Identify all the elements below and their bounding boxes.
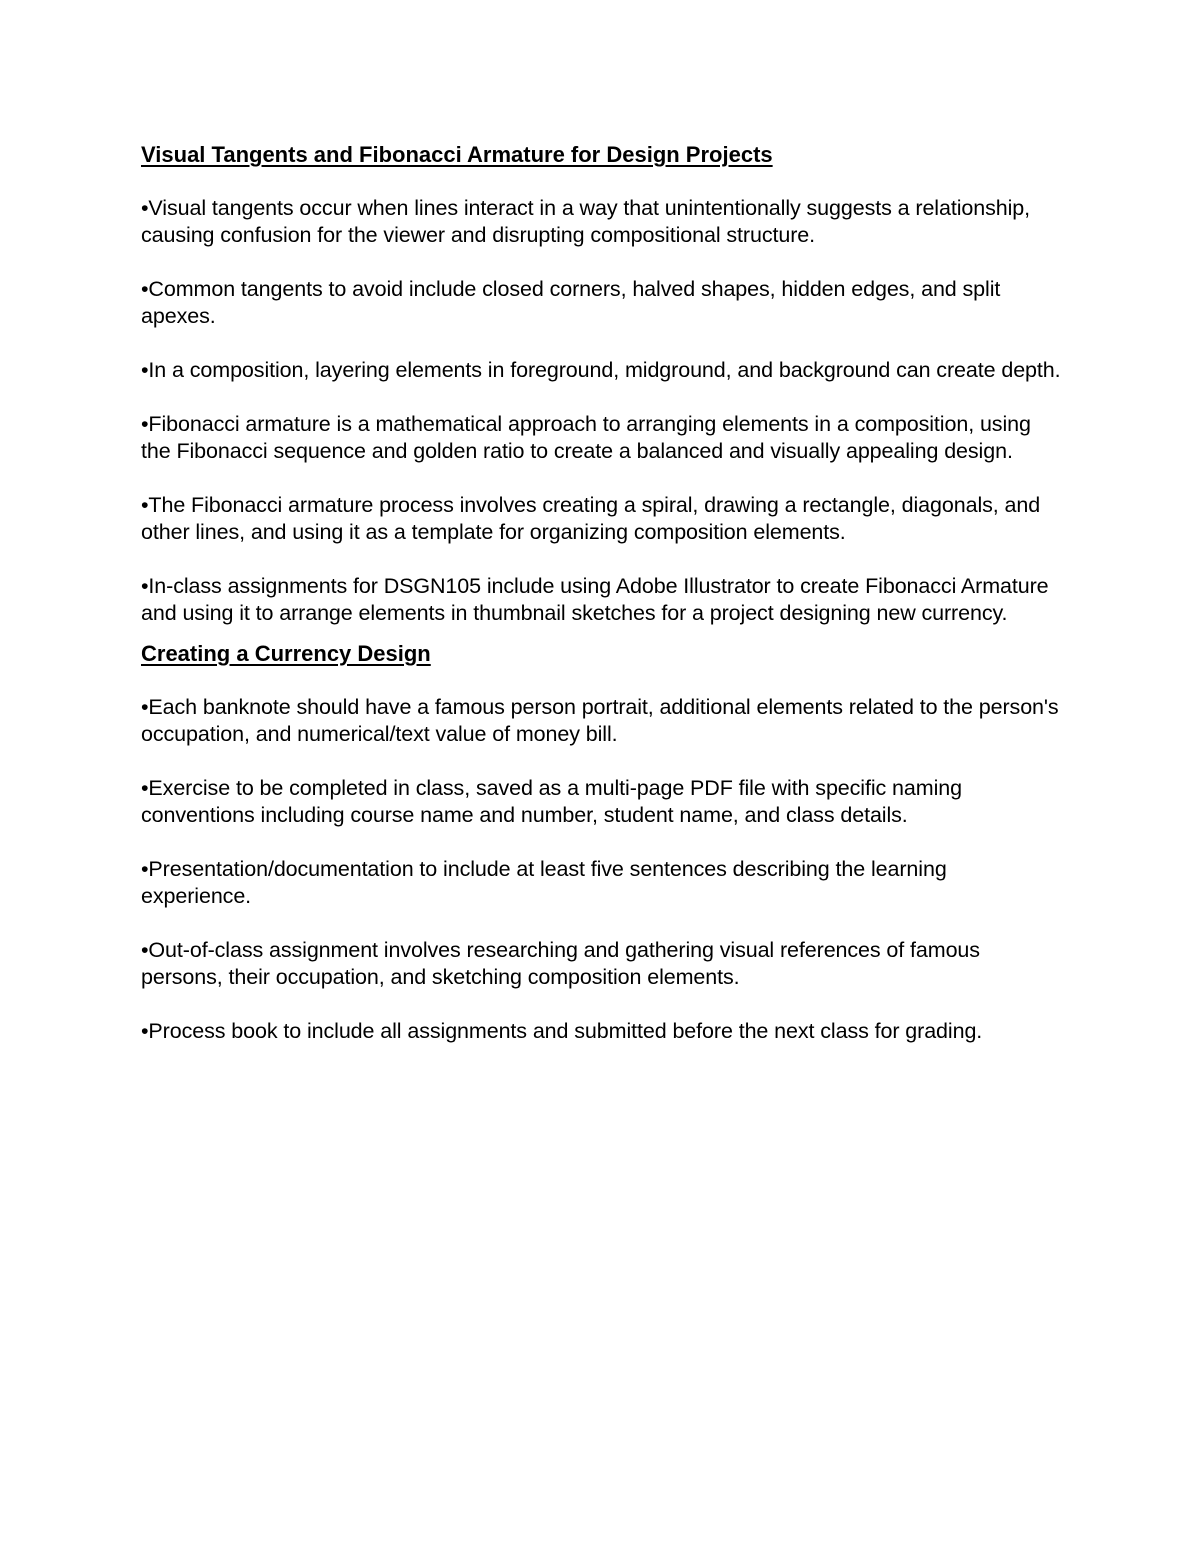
paragraph-banknote-elements: •Each banknote should have a famous person portrait, additional elements related to the person's occupation, and numerical/text value of money bill. xyxy=(141,695,1059,746)
paragraph-common-tangents: •Common tangents to avoid include closed corners, halved shapes, hidden edges, and split apexes. xyxy=(141,277,1001,328)
paragraph-out-of-class: •Out-of-class assignment involves researching and gathering visual references of famous persons, their occupation, and sketching composition elements. xyxy=(141,938,980,989)
paragraph-exercise-pdf: •Exercise to be completed in class, saved as a multi-page PDF file with specific naming conventions including course name and number, student name, and class details. xyxy=(141,776,962,827)
paragraph-fibonacci-process: •The Fibonacci armature process involves creating a spiral, drawing a rectangle, diagonals, and other lines, and using it as a template for organizing composition elements. xyxy=(141,493,1041,544)
paragraph-in-class-assignments: •In-class assignments for DSGN105 include using Adobe Illustrator to create Fibonacci Armature and using it to arrange elements in thumbnail sketches for a project designing new currency. xyxy=(141,574,1049,625)
paragraph-presentation: •Presentation/documentation to include at least five sentences describing the learning experience. xyxy=(141,857,947,908)
paragraph-fibonacci-armature: •Fibonacci armature is a mathematical approach to arranging elements in a composition, using the Fibonacci sequence and golden ratio to create a balanced and visually appealing design. xyxy=(141,412,1031,463)
paragraph-process-book: •Process book to include all assignments and submitted before the next class for grading. xyxy=(141,1019,983,1043)
paragraph-visual-tangents-definition: •Visual tangents occur when lines interact in a way that unintentionally suggests a relationship, causing confusion for the viewer and disrupting compositional structure. xyxy=(141,196,1031,247)
paragraph-layering-depth: •In a composition, layering elements in foreground, midground, and background can create depth. xyxy=(141,358,1061,382)
section-title-currency-design: Creating a Currency Design xyxy=(141,641,431,666)
document-page xyxy=(141,140,1061,1072)
section-title-visual-tangents: Visual Tangents and Fibonacci Armature for Design Projects xyxy=(141,142,773,167)
